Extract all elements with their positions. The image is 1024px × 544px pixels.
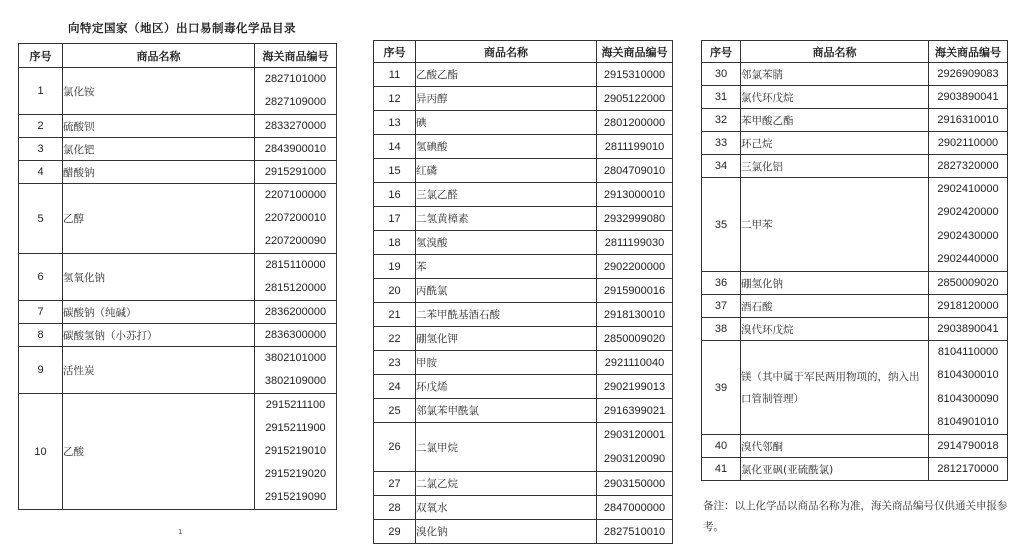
row-seq: 6 bbox=[19, 254, 63, 301]
page-title: 向特定国家（地区）出口易制毒化学品目录 bbox=[68, 21, 296, 35]
row-code bbox=[929, 178, 1008, 272]
row-code bbox=[597, 423, 673, 472]
row-code: 2913000010 bbox=[597, 183, 673, 207]
row-name: 活性炭 bbox=[63, 347, 255, 394]
row-seq: 29 bbox=[374, 520, 416, 544]
row-code: 2827320000 bbox=[929, 155, 1008, 178]
row-name: 氯代环戊烷 bbox=[741, 86, 929, 109]
header-code: 海关商品编号 bbox=[929, 41, 1008, 63]
code-line: 8104300090 bbox=[937, 392, 999, 405]
row-seq: 23 bbox=[374, 351, 416, 375]
table-row bbox=[374, 399, 673, 423]
row-seq: 32 bbox=[702, 109, 741, 132]
row-code: 2801200000 bbox=[597, 111, 673, 135]
header-name: 商品名称 bbox=[416, 41, 597, 63]
row-seq: 30 bbox=[702, 63, 741, 86]
code-line: 2815120000 bbox=[264, 282, 327, 294]
row-name: 异丙醇 bbox=[416, 87, 597, 111]
row-name: 苯 bbox=[416, 255, 597, 279]
row-name: 环戊烯 bbox=[416, 375, 597, 399]
catalog-table-3 bbox=[701, 40, 1008, 481]
table-row bbox=[374, 135, 673, 159]
row-name: 二甲苯 bbox=[741, 178, 929, 272]
code-line: 8104300010 bbox=[937, 369, 999, 382]
row-name: 邻氯苯腈 bbox=[741, 63, 929, 86]
row-code: 2836300000 bbox=[255, 324, 337, 347]
row-code: 2836200000 bbox=[255, 301, 337, 324]
code-line: 3802101000 bbox=[264, 352, 327, 364]
table-row bbox=[374, 472, 673, 496]
row-code: 2914790018 bbox=[929, 435, 1008, 458]
code-line: 2915211100 bbox=[265, 399, 326, 411]
row-name: 碳酸氢钠（小苏打） bbox=[63, 324, 255, 347]
row-name: 乙醇 bbox=[63, 184, 255, 254]
row-name: 硫酸钡 bbox=[63, 115, 255, 138]
code-line: 2915219020 bbox=[264, 468, 327, 480]
row-name: 溴代邻酮 bbox=[741, 435, 929, 458]
row-code: 2916310010 bbox=[929, 109, 1008, 132]
row-code: 2916399021 bbox=[597, 399, 673, 423]
table-row bbox=[374, 207, 673, 231]
row-seq: 38 bbox=[702, 318, 741, 341]
row-code: 2915900016 bbox=[597, 279, 673, 303]
table-row bbox=[702, 109, 1008, 132]
row-name: 氯化亚砜(亚硫酰氯) bbox=[741, 458, 929, 481]
header-code: 海关商品编号 bbox=[255, 44, 337, 68]
row-code: 2850009020 bbox=[929, 272, 1008, 295]
row-name: 溴化钠 bbox=[416, 520, 597, 544]
row-code: 2811199030 bbox=[597, 231, 673, 255]
header-seq: 序号 bbox=[702, 41, 741, 63]
table-row bbox=[702, 155, 1008, 178]
row-code: 2918130010 bbox=[597, 303, 673, 327]
table-row bbox=[374, 183, 673, 207]
row-code bbox=[255, 394, 337, 510]
row-code: 2902110000 bbox=[929, 132, 1008, 155]
table-row bbox=[702, 435, 1008, 458]
row-seq: 3 bbox=[19, 138, 63, 161]
row-code bbox=[255, 347, 337, 394]
row-seq: 2 bbox=[19, 115, 63, 138]
table-row bbox=[702, 63, 1008, 86]
row-seq: 37 bbox=[702, 295, 741, 318]
row-seq: 31 bbox=[702, 86, 741, 109]
row-code: 2903890041 bbox=[929, 318, 1008, 341]
code-line: 2207200010 bbox=[264, 212, 327, 224]
table-row bbox=[19, 115, 337, 138]
row-name: 硼氢化钠 bbox=[741, 272, 929, 295]
table-row bbox=[702, 178, 1008, 272]
table-row bbox=[374, 279, 673, 303]
table-row bbox=[19, 347, 337, 394]
row-name: 环己烷 bbox=[741, 132, 929, 155]
code-line: 2207100000 bbox=[264, 189, 327, 201]
catalog-table-2 bbox=[373, 40, 673, 544]
row-seq: 40 bbox=[702, 435, 741, 458]
row-seq: 14 bbox=[374, 135, 416, 159]
row-name: 乙酸 bbox=[63, 394, 255, 510]
row-name: 氢碘酸 bbox=[416, 135, 597, 159]
row-seq: 21 bbox=[374, 303, 416, 327]
row-name: 三氯化铝 bbox=[741, 155, 929, 178]
header-seq: 序号 bbox=[374, 41, 416, 63]
row-code: 2903890041 bbox=[929, 86, 1008, 109]
table-row bbox=[19, 301, 337, 324]
row-code: 2812170000 bbox=[929, 458, 1008, 481]
table-row bbox=[374, 520, 673, 544]
code-line: 2827109000 bbox=[264, 96, 327, 108]
row-name: 苯甲酸乙酯 bbox=[741, 109, 929, 132]
row-code: 2915310000 bbox=[597, 63, 673, 87]
row-name: 氯化铵 bbox=[63, 68, 255, 115]
row-seq: 15 bbox=[374, 159, 416, 183]
row-code: 2903150000 bbox=[597, 472, 673, 496]
row-code: 2932999080 bbox=[597, 207, 673, 231]
row-seq: 34 bbox=[702, 155, 741, 178]
row-name: 二氯乙烷 bbox=[416, 472, 597, 496]
table-row bbox=[374, 111, 673, 135]
page-number: 1 bbox=[178, 528, 183, 536]
row-code: 2926909083 bbox=[929, 63, 1008, 86]
row-name: 镁（其中属于军民两用物项的，纳入出口管制管理） bbox=[741, 341, 929, 435]
row-code: 2902200000 bbox=[597, 255, 673, 279]
row-code: 2804709010 bbox=[597, 159, 673, 183]
row-name: 氯化钯 bbox=[63, 138, 255, 161]
row-seq: 22 bbox=[374, 327, 416, 351]
table-row bbox=[19, 324, 337, 347]
row-name: 二苯甲酰基酒石酸 bbox=[416, 303, 597, 327]
table-row bbox=[702, 272, 1008, 295]
code-line: 2903120090 bbox=[603, 453, 666, 465]
code-line: 2902410000 bbox=[937, 183, 999, 195]
row-seq: 12 bbox=[374, 87, 416, 111]
table-row bbox=[374, 87, 673, 111]
row-name: 碳酸钠（纯碱） bbox=[63, 301, 255, 324]
row-code: 2905122000 bbox=[597, 87, 673, 111]
row-seq: 16 bbox=[374, 183, 416, 207]
code-line: 2815110000 bbox=[265, 259, 326, 271]
table-row bbox=[19, 254, 337, 301]
table-row bbox=[374, 159, 673, 183]
row-code: 2915291000 bbox=[255, 161, 337, 184]
table-row bbox=[374, 496, 673, 520]
table-row bbox=[374, 303, 673, 327]
footnote: 备注：以上化学品以商品名称为准，海关商品编号仅供通关申报参考。 bbox=[703, 500, 1008, 533]
header-code: 海关商品编号 bbox=[597, 41, 673, 63]
table-row bbox=[19, 184, 337, 254]
row-code: 2850009020 bbox=[597, 327, 673, 351]
row-code bbox=[255, 68, 337, 115]
row-name: 酒石酸 bbox=[741, 295, 929, 318]
row-seq: 36 bbox=[702, 272, 741, 295]
row-code bbox=[255, 184, 337, 254]
table-row bbox=[374, 351, 673, 375]
row-code: 2902199013 bbox=[597, 375, 673, 399]
row-seq: 19 bbox=[374, 255, 416, 279]
code-line: 2902440000 bbox=[937, 252, 999, 265]
code-line: 2902430000 bbox=[937, 229, 999, 242]
row-code: 2811199010 bbox=[597, 135, 673, 159]
code-line: 8104110000 bbox=[937, 346, 999, 358]
table-row bbox=[19, 68, 337, 115]
row-name: 三氯乙醛 bbox=[416, 183, 597, 207]
table-row bbox=[374, 423, 673, 472]
row-code: 2921110040 bbox=[597, 351, 673, 375]
row-name: 红磷 bbox=[416, 159, 597, 183]
row-code: 2833270000 bbox=[255, 115, 337, 138]
table-row bbox=[19, 138, 337, 161]
code-line: 2902420000 bbox=[937, 206, 999, 219]
code-line: 8104901010 bbox=[937, 415, 999, 428]
table-row bbox=[702, 86, 1008, 109]
table-row bbox=[702, 458, 1008, 481]
row-seq: 5 bbox=[19, 184, 63, 254]
row-code: 2847000000 bbox=[597, 496, 673, 520]
row-seq: 41 bbox=[702, 458, 741, 481]
row-seq: 8 bbox=[19, 324, 63, 347]
table-row bbox=[374, 231, 673, 255]
row-name: 丙酰氯 bbox=[416, 279, 597, 303]
code-line: 2915219090 bbox=[264, 491, 327, 503]
row-name: 双氧水 bbox=[416, 496, 597, 520]
table-row bbox=[702, 341, 1008, 435]
header-name: 商品名称 bbox=[63, 44, 255, 68]
row-name: 甲胺 bbox=[416, 351, 597, 375]
code-line: 2915219010 bbox=[264, 445, 327, 457]
row-name: 氢溴酸 bbox=[416, 231, 597, 255]
table-row bbox=[374, 327, 673, 351]
row-name: 溴代环戊烷 bbox=[741, 318, 929, 341]
row-seq: 28 bbox=[374, 496, 416, 520]
row-seq: 1 bbox=[19, 68, 63, 115]
code-line: 3802109000 bbox=[264, 375, 327, 387]
row-code: 2843900010 bbox=[255, 138, 337, 161]
row-seq: 24 bbox=[374, 375, 416, 399]
row-code: 2918120000 bbox=[929, 295, 1008, 318]
row-name: 氢氧化钠 bbox=[63, 254, 255, 301]
row-name: 硼氢化钾 bbox=[416, 327, 597, 351]
row-seq: 25 bbox=[374, 399, 416, 423]
row-name: 碘 bbox=[416, 111, 597, 135]
table-row bbox=[374, 375, 673, 399]
table-row bbox=[19, 394, 337, 510]
row-seq: 11 bbox=[374, 63, 416, 87]
header-name: 商品名称 bbox=[741, 41, 929, 63]
row-seq: 13 bbox=[374, 111, 416, 135]
row-seq: 33 bbox=[702, 132, 741, 155]
code-line: 2827101000 bbox=[264, 73, 327, 85]
catalog-table-1 bbox=[18, 43, 337, 510]
row-seq: 26 bbox=[374, 423, 416, 472]
row-code bbox=[929, 341, 1008, 435]
row-seq: 7 bbox=[19, 301, 63, 324]
row-seq: 18 bbox=[374, 231, 416, 255]
table-row bbox=[19, 161, 337, 184]
code-line: 2207200090 bbox=[264, 235, 327, 247]
table-row bbox=[374, 63, 673, 87]
row-seq: 39 bbox=[702, 341, 741, 435]
row-code bbox=[255, 254, 337, 301]
row-name: 醋酸钠 bbox=[63, 161, 255, 184]
row-seq: 35 bbox=[702, 178, 741, 272]
table-row bbox=[702, 318, 1008, 341]
code-line: 2915211900 bbox=[265, 422, 326, 434]
row-name: 二氢黄樟素 bbox=[416, 207, 597, 231]
row-seq: 4 bbox=[19, 161, 63, 184]
row-name: 二氯甲烷 bbox=[416, 423, 597, 472]
row-seq: 20 bbox=[374, 279, 416, 303]
row-name: 乙酸乙酯 bbox=[416, 63, 597, 87]
header-seq: 序号 bbox=[19, 44, 63, 68]
table-row bbox=[702, 132, 1008, 155]
table-row bbox=[702, 295, 1008, 318]
table-row bbox=[374, 255, 673, 279]
code-line: 2903120001 bbox=[603, 429, 666, 441]
row-code: 2827510010 bbox=[597, 520, 673, 544]
row-seq: 10 bbox=[19, 394, 63, 510]
row-name: 邻氯苯甲酰氯 bbox=[416, 399, 597, 423]
row-seq: 9 bbox=[19, 347, 63, 394]
row-seq: 27 bbox=[374, 472, 416, 496]
row-seq: 17 bbox=[374, 207, 416, 231]
